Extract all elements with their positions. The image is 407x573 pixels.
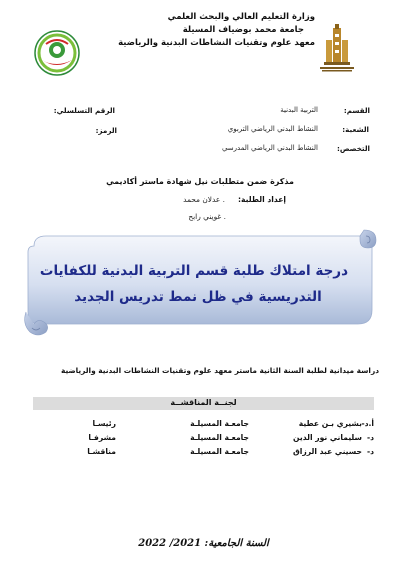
thesis-title-line-2: التدريسية في ظل نمط تدريس الجديد [74,289,322,305]
ministry-name: وزارة التعليم العالي والبحث العلمي [167,12,315,22]
university-building-logo [318,24,356,74]
code-label: الرمز: [95,126,117,135]
member-university: جامعـة المسيلـة [190,433,249,442]
thesis-note: مذكرة ضمن متطلبات نيل شهادة ماستر أكاديمي [106,177,294,186]
prepared-by-label: إعداد الطلبة: [237,195,286,204]
member-university: جامعـة المسيلـة [190,447,249,456]
member-role: مشرفـا [88,433,116,442]
member-role: رئيسـا [92,419,116,428]
institute-name: معهد علوم وتقنيات النشاطات البدنية والرياضية [118,38,315,48]
committee-title: لجنــة المناقشــة [170,398,237,407]
student-1: . عدلان محمد [183,195,225,204]
branch-value: النشاط البدني الرياضي التربوي [227,125,318,133]
specialty-value: النشاط البدني الرياضي المدرسي [221,144,318,152]
title-ribbon [20,228,378,340]
study-description: دراسة ميدانية لطلبة السنة الثانية ماستر معهد علوم وتقنيات النشاطات البدنية والرياضية [60,366,379,375]
serial-number-label: الرقم التسلسلي: [53,106,115,115]
member-role: مناقشـا [87,447,116,456]
branch-label: الشعبة: [342,125,369,134]
academic-year: السنة الجامعية: 2021/ 2022 [138,538,269,549]
member-university: جامعـة المسيلـة [190,419,249,428]
member-name: حسيني عبد الرزاق [293,447,362,456]
university-name: جامعة محمد بوضياف المسيلة [182,25,304,35]
department-label: القسم: [343,106,370,115]
committee-row [33,447,374,463]
thesis-title-line-1: درجة امتلاك طلبة قسم التربية البدنية للكفايات [39,263,348,279]
institute-circular-logo [34,30,80,76]
student-2: . غويني رابح [188,212,226,221]
member-name: سليماني نور الدين [293,433,362,442]
member-degree: د- [366,447,374,456]
member-degree: د- [366,433,374,442]
thesis-title [39,258,348,310]
department-value: التربية البدنية [280,106,318,114]
specialty-label: التخصص: [336,144,370,153]
member-name: بشيري بـن عطية [298,419,362,428]
member-degree: أ.د- [361,419,374,428]
